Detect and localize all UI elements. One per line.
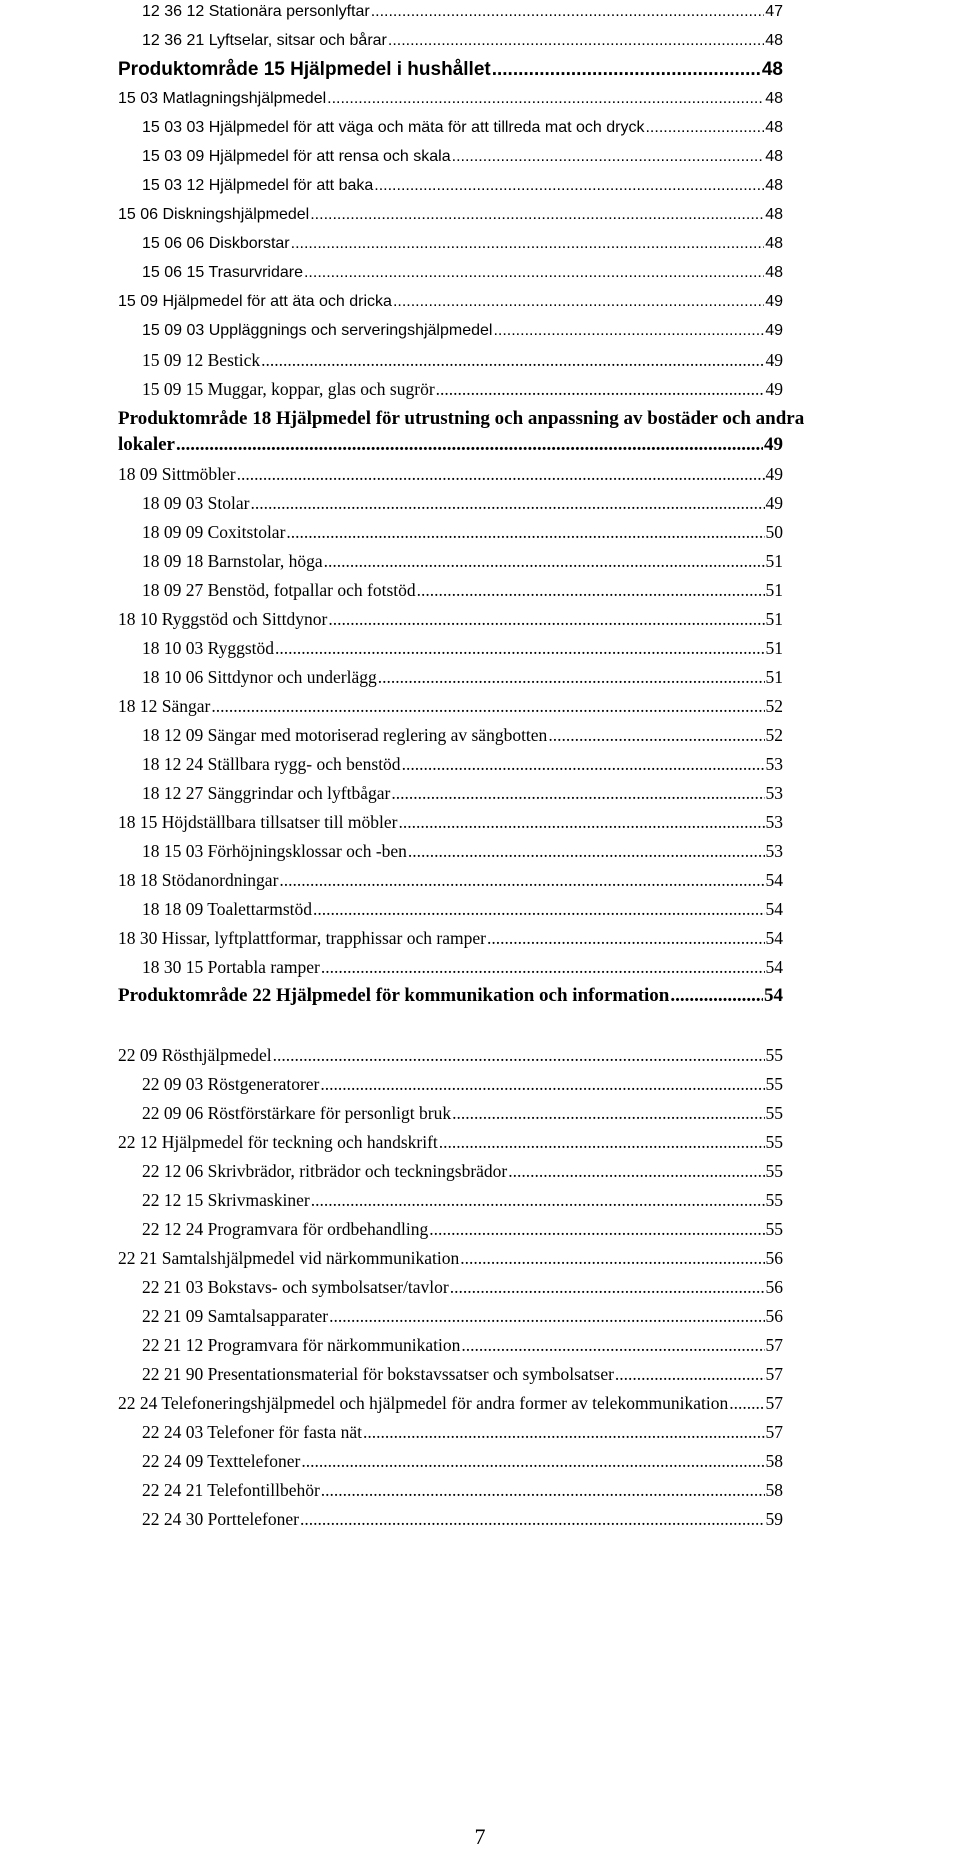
dot-leader: [250, 491, 764, 515]
dot-leader: [388, 29, 764, 53]
toc-entry-title: 22 21 03 Bokstavs- och symbolsatser/tavlor: [142, 1277, 449, 1297]
toc-entry-title: 22 09 Rösthjälpmedel: [118, 1045, 272, 1065]
toc-entry-page: 57: [765, 1335, 783, 1355]
toc-entry-page: 49: [765, 493, 783, 513]
toc-entry-title: 18 30 15 Portabla ramper: [142, 957, 320, 977]
toc-entry[interactable]: [142, 839, 783, 863]
dot-leader: [291, 232, 765, 256]
dot-leader: [378, 665, 765, 689]
toc-entry[interactable]: [142, 955, 783, 979]
toc-entry-title: 22 12 15 Skrivmaskiner: [142, 1190, 310, 1210]
toc-entry[interactable]: [118, 1391, 783, 1415]
dot-leader: [313, 897, 764, 921]
dot-leader: [391, 781, 764, 805]
toc-entry-title: 18 30 Hissar, lyftplattformar, trapphissar och ramper: [118, 928, 486, 948]
toc-entry-page: 54: [765, 928, 783, 948]
dot-leader: [452, 145, 765, 169]
dot-leader: [371, 0, 765, 24]
toc-entry-title: 15 09 Hjälpmedel för att äta och dricka: [118, 293, 392, 310]
toc-entry-page: 55: [765, 1103, 783, 1123]
dot-leader: [645, 116, 764, 140]
toc-entry[interactable]: [142, 636, 783, 660]
toc-entry-title: 22 09 06 Röstförstärkare för personligt bruk: [142, 1103, 452, 1123]
toc-entry-title: 12 36 12 Stationära personlyftar: [142, 3, 370, 20]
toc-entry-page: 51: [765, 667, 783, 687]
toc-entry-title: 18 09 03 Stolar: [142, 493, 250, 513]
toc-entry-title: 18 12 24 Ställbara rygg- och benstöd: [142, 754, 401, 774]
toc-entry[interactable]: [142, 319, 783, 343]
dot-leader: [429, 1217, 764, 1241]
toc-entry[interactable]: [142, 348, 783, 372]
toc-entry-title: 22 21 Samtalshjälpmedel vid närkommunikation: [118, 1248, 460, 1268]
toc-entry[interactable]: [142, 116, 783, 140]
toc-entry-title: 18 10 Ryggstöd och Sittdynor: [118, 609, 328, 629]
toc-entry-page: 48: [765, 119, 783, 136]
toc-entry-page: 50: [765, 522, 783, 542]
toc-entry-page: 58: [765, 1480, 783, 1500]
dot-leader: [301, 1449, 764, 1473]
dot-leader: [461, 1333, 764, 1357]
toc-entry[interactable]: [142, 781, 783, 805]
toc-entry-page: 48: [761, 59, 783, 80]
toc-entry-page: 53: [765, 754, 783, 774]
dot-leader: [328, 607, 764, 631]
toc-entry-title: 18 09 09 Coxitstolar: [142, 522, 286, 542]
toc-entry-title: 15 03 12 Hjälpmedel för att baka: [142, 177, 374, 194]
toc-entry-title: 18 09 Sittmöbler: [118, 464, 236, 484]
toc-entry-title: 18 09 18 Barnstolar, höga: [142, 551, 323, 571]
dot-leader: [327, 87, 764, 111]
dot-leader: [492, 58, 761, 82]
toc-entry-page: 57: [765, 1364, 783, 1384]
dot-leader: [300, 1507, 765, 1531]
toc-entry-title: 22 24 03 Telefoner för fasta nät: [142, 1422, 363, 1442]
dot-leader: [329, 1304, 764, 1328]
toc-entry[interactable]: [142, 0, 783, 24]
toc-entry-page: 51: [765, 580, 783, 600]
toc-entry-page: 48: [765, 32, 783, 49]
toc-entry-page: 54: [764, 985, 783, 1006]
dot-leader: [417, 578, 765, 602]
toc-entry-title: Produktområde 22 Hjälpmedel för kommunikation och information: [118, 985, 670, 1006]
toc-entry[interactable]: [142, 1507, 783, 1531]
toc-entry-title: 22 24 30 Porttelefoner: [142, 1509, 299, 1529]
dot-leader: [321, 1478, 765, 1502]
dot-leader: [363, 1420, 764, 1444]
toc-entry[interactable]: [142, 1275, 783, 1299]
toc-entry-title: 18 12 27 Sänggrindar och lyftbågar: [142, 783, 391, 803]
toc-entry-page: 55: [765, 1132, 783, 1152]
dot-leader: [273, 1043, 765, 1067]
toc-entry[interactable]: [142, 1188, 783, 1212]
toc-entry-page: 48: [765, 90, 783, 107]
toc-entry-page: 48: [765, 264, 783, 281]
toc-entry[interactable]: [118, 1130, 783, 1154]
toc-heading[interactable]: [118, 984, 783, 1008]
toc-entry-page: 59: [765, 1509, 783, 1529]
toc-entry-page: 49: [765, 322, 783, 339]
toc-entry[interactable]: [142, 1362, 783, 1386]
toc-entry[interactable]: [142, 29, 783, 53]
toc-entry[interactable]: [118, 694, 783, 718]
toc-entry[interactable]: [142, 1159, 783, 1183]
dot-leader: [460, 1246, 764, 1270]
dot-leader: [279, 868, 764, 892]
toc-entry-page: 52: [765, 725, 783, 745]
toc-entry-page: 51: [765, 609, 783, 629]
toc-entry-title: 18 10 03 Ryggstöd: [142, 638, 275, 658]
toc-entry-title: 15 06 06 Diskborstar: [142, 235, 290, 252]
dot-leader: [237, 462, 765, 486]
toc-entry[interactable]: [142, 549, 783, 573]
toc-entry-title: 15 09 03 Uppläggnings och serveringshjälpmedel: [142, 322, 493, 339]
dot-leader: [452, 1101, 764, 1125]
toc-entry-page: 49: [765, 350, 783, 370]
toc-entry[interactable]: [142, 665, 783, 689]
toc-entry-title: 22 21 09 Samtalsapparater: [142, 1306, 329, 1326]
dot-leader: [398, 810, 764, 834]
dot-leader: [408, 839, 765, 863]
toc-entry-page: 55: [765, 1219, 783, 1239]
toc-entry-page: 51: [765, 551, 783, 571]
toc-entry-title: 18 10 06 Sittdynor och underlägg: [142, 667, 377, 687]
toc-entry-title-cont: lokaler: [118, 434, 175, 455]
toc-entry-title: 18 18 Stödanordningar: [118, 870, 279, 890]
toc-entry[interactable]: [118, 926, 783, 950]
toc-entry[interactable]: [118, 462, 783, 486]
toc-entry[interactable]: [142, 1217, 783, 1241]
toc-entry-title: 15 09 12 Bestick: [142, 350, 261, 370]
dot-leader: [402, 752, 765, 776]
toc-entry-page: 56: [765, 1277, 783, 1297]
page-number: 7: [474, 1824, 486, 1849]
toc-heading[interactable]: [118, 58, 783, 82]
toc-entry-page: 49: [764, 434, 783, 455]
toc-entry[interactable]: [118, 87, 783, 111]
toc-entry-title: 18 09 27 Benstöd, fotpallar och fotstöd: [142, 580, 416, 600]
toc-entry[interactable]: [142, 723, 783, 747]
toc-entry-page: 49: [765, 464, 783, 484]
dot-leader: [321, 955, 765, 979]
toc-entry-page: 53: [765, 812, 783, 832]
toc-entry-title: 15 09 15 Muggar, koppar, glas och sugrör: [142, 379, 435, 399]
toc-entry-title: 12 36 21 Lyftselar, sitsar och bårar: [142, 32, 387, 49]
toc-entry[interactable]: [142, 1420, 783, 1444]
dot-leader: [615, 1362, 765, 1386]
toc-entry-title: 15 03 09 Hjälpmedel för att rensa och skala: [142, 148, 451, 165]
toc-entry-page: 49: [765, 379, 783, 399]
toc-entry-title: 15 03 Matlagningshjälpmedel: [118, 90, 327, 107]
toc-entry-title: Produktområde 15 Hjälpmedel i hushållet: [118, 59, 491, 80]
dot-leader: [275, 636, 764, 660]
toc-entry-page: 48: [765, 206, 783, 223]
toc-entry-page: 48: [765, 148, 783, 165]
toc-entry-page: 48: [765, 177, 783, 194]
toc-entry[interactable]: [118, 1246, 783, 1270]
toc-entry-page: 55: [765, 1190, 783, 1210]
toc-entry-title: 22 24 Telefoneringshjälpmedel och hjälpmedel för andra former av telekommunikation: [118, 1393, 729, 1413]
toc-entry-title: 18 12 09 Sängar med motoriserad reglering av sängbotten: [142, 725, 548, 745]
toc-entry[interactable]: [118, 433, 783, 457]
toc-entry[interactable]: [142, 232, 783, 256]
toc-entry[interactable]: [142, 520, 783, 544]
dot-leader: [436, 377, 765, 401]
toc-entry-page: 51: [765, 638, 783, 658]
dot-leader: [439, 1130, 765, 1154]
toc-entry-title: 22 12 24 Programvara för ordbehandling: [142, 1219, 429, 1239]
toc-entry-page: 49: [765, 293, 783, 310]
toc-entry[interactable]: [142, 377, 783, 401]
toc-entry[interactable]: [118, 203, 783, 227]
dot-leader: [670, 984, 763, 1008]
dot-leader: [493, 319, 764, 343]
toc-entry-page: 56: [765, 1248, 783, 1268]
toc-entry-title: 15 06 15 Trasurvridare: [142, 264, 303, 281]
dot-leader: [729, 1391, 764, 1415]
dot-leader: [304, 261, 764, 285]
toc-entry[interactable]: [142, 174, 783, 198]
toc-entry-title: 18 15 Höjdställbara tillsatser till möbler: [118, 812, 398, 832]
dot-leader: [450, 1275, 765, 1299]
toc-entry[interactable]: [142, 578, 783, 602]
toc-entry[interactable]: [142, 897, 783, 921]
toc-entry-title: 18 12 Sängar: [118, 696, 211, 716]
toc-entry-title: 22 12 Hjälpmedel för teckning och handskrift: [118, 1132, 438, 1152]
toc-entry[interactable]: [142, 491, 783, 515]
toc-entry-title: 22 24 21 Telefontillbehör: [142, 1480, 320, 1500]
toc-entry[interactable]: [118, 290, 783, 314]
toc-entry-page: 55: [765, 1045, 783, 1065]
toc-entry[interactable]: [142, 145, 783, 169]
toc-entry-page: 54: [765, 899, 783, 919]
toc-entry-page: 48: [765, 235, 783, 252]
toc-entry-page: 54: [765, 870, 783, 890]
toc-entry[interactable]: [142, 752, 783, 776]
dot-leader: [311, 1188, 765, 1212]
dot-leader: [548, 723, 764, 747]
toc-entry-title: 22 21 12 Programvara för närkommunikation: [142, 1335, 461, 1355]
toc-entry-page: 55: [765, 1161, 783, 1181]
toc-entry-title: 22 21 90 Presentationsmaterial för bokstavssatser och symbolsatser: [142, 1364, 614, 1384]
toc-entry-title: 15 06 Diskningshjälpmedel: [118, 206, 310, 223]
toc-entry-heading-line[interactable]: [118, 407, 805, 431]
dot-leader: [393, 290, 764, 314]
toc-entry-page: 57: [765, 1393, 783, 1413]
dot-leader: [320, 1072, 764, 1096]
toc-entry-title: Produktområde 18 Hjälpmedel för utrustning och anpassning av bostäder och andra: [118, 408, 805, 429]
toc-entry[interactable]: [142, 1101, 783, 1125]
dot-leader: [176, 433, 763, 457]
dot-leader: [211, 694, 764, 718]
toc-entry[interactable]: [118, 1043, 783, 1067]
dot-leader: [487, 926, 765, 950]
dot-leader: [310, 203, 764, 227]
toc-entry[interactable]: [118, 810, 783, 834]
toc-entry-title: 22 24 09 Texttelefoner: [142, 1451, 301, 1471]
toc-entry-page: 54: [765, 957, 783, 977]
toc-entry[interactable]: [142, 1304, 783, 1328]
toc-entry-title: 22 12 06 Skrivbrädor, ritbrädor och teckningsbrädor: [142, 1161, 508, 1181]
toc-entry[interactable]: [142, 1072, 783, 1096]
toc-entry-page: 52: [765, 696, 783, 716]
toc-entry-page: 58: [765, 1451, 783, 1471]
toc-entry-title: 22 09 03 Röstgeneratorer: [142, 1074, 320, 1094]
toc-entry[interactable]: [118, 868, 783, 892]
toc-entry[interactable]: [142, 1478, 783, 1502]
toc-entry[interactable]: [118, 607, 783, 631]
toc-entry-page: 47: [765, 3, 783, 20]
dot-leader: [286, 520, 764, 544]
toc-entry[interactable]: [142, 1333, 783, 1357]
toc-entry-title: 18 18 09 Toalettarmstöd: [142, 899, 313, 919]
toc-entry-page: 53: [765, 841, 783, 861]
toc-entry[interactable]: [142, 1449, 783, 1473]
toc-entry-page: 55: [765, 1074, 783, 1094]
dot-leader: [261, 348, 764, 372]
dot-leader: [324, 549, 765, 573]
toc-entry-page: 53: [765, 783, 783, 803]
dot-leader: [374, 174, 764, 198]
toc-entry[interactable]: [142, 261, 783, 285]
toc-entry-page: 57: [765, 1422, 783, 1442]
toc-entry-title: 18 15 03 Förhöjningsklossar och -ben: [142, 841, 407, 861]
dot-leader: [508, 1159, 764, 1183]
toc-entry-page: 56: [765, 1306, 783, 1326]
toc-entry-title: 15 03 03 Hjälpmedel för att väga och mäta för att tillreda mat och dryck: [142, 119, 645, 136]
